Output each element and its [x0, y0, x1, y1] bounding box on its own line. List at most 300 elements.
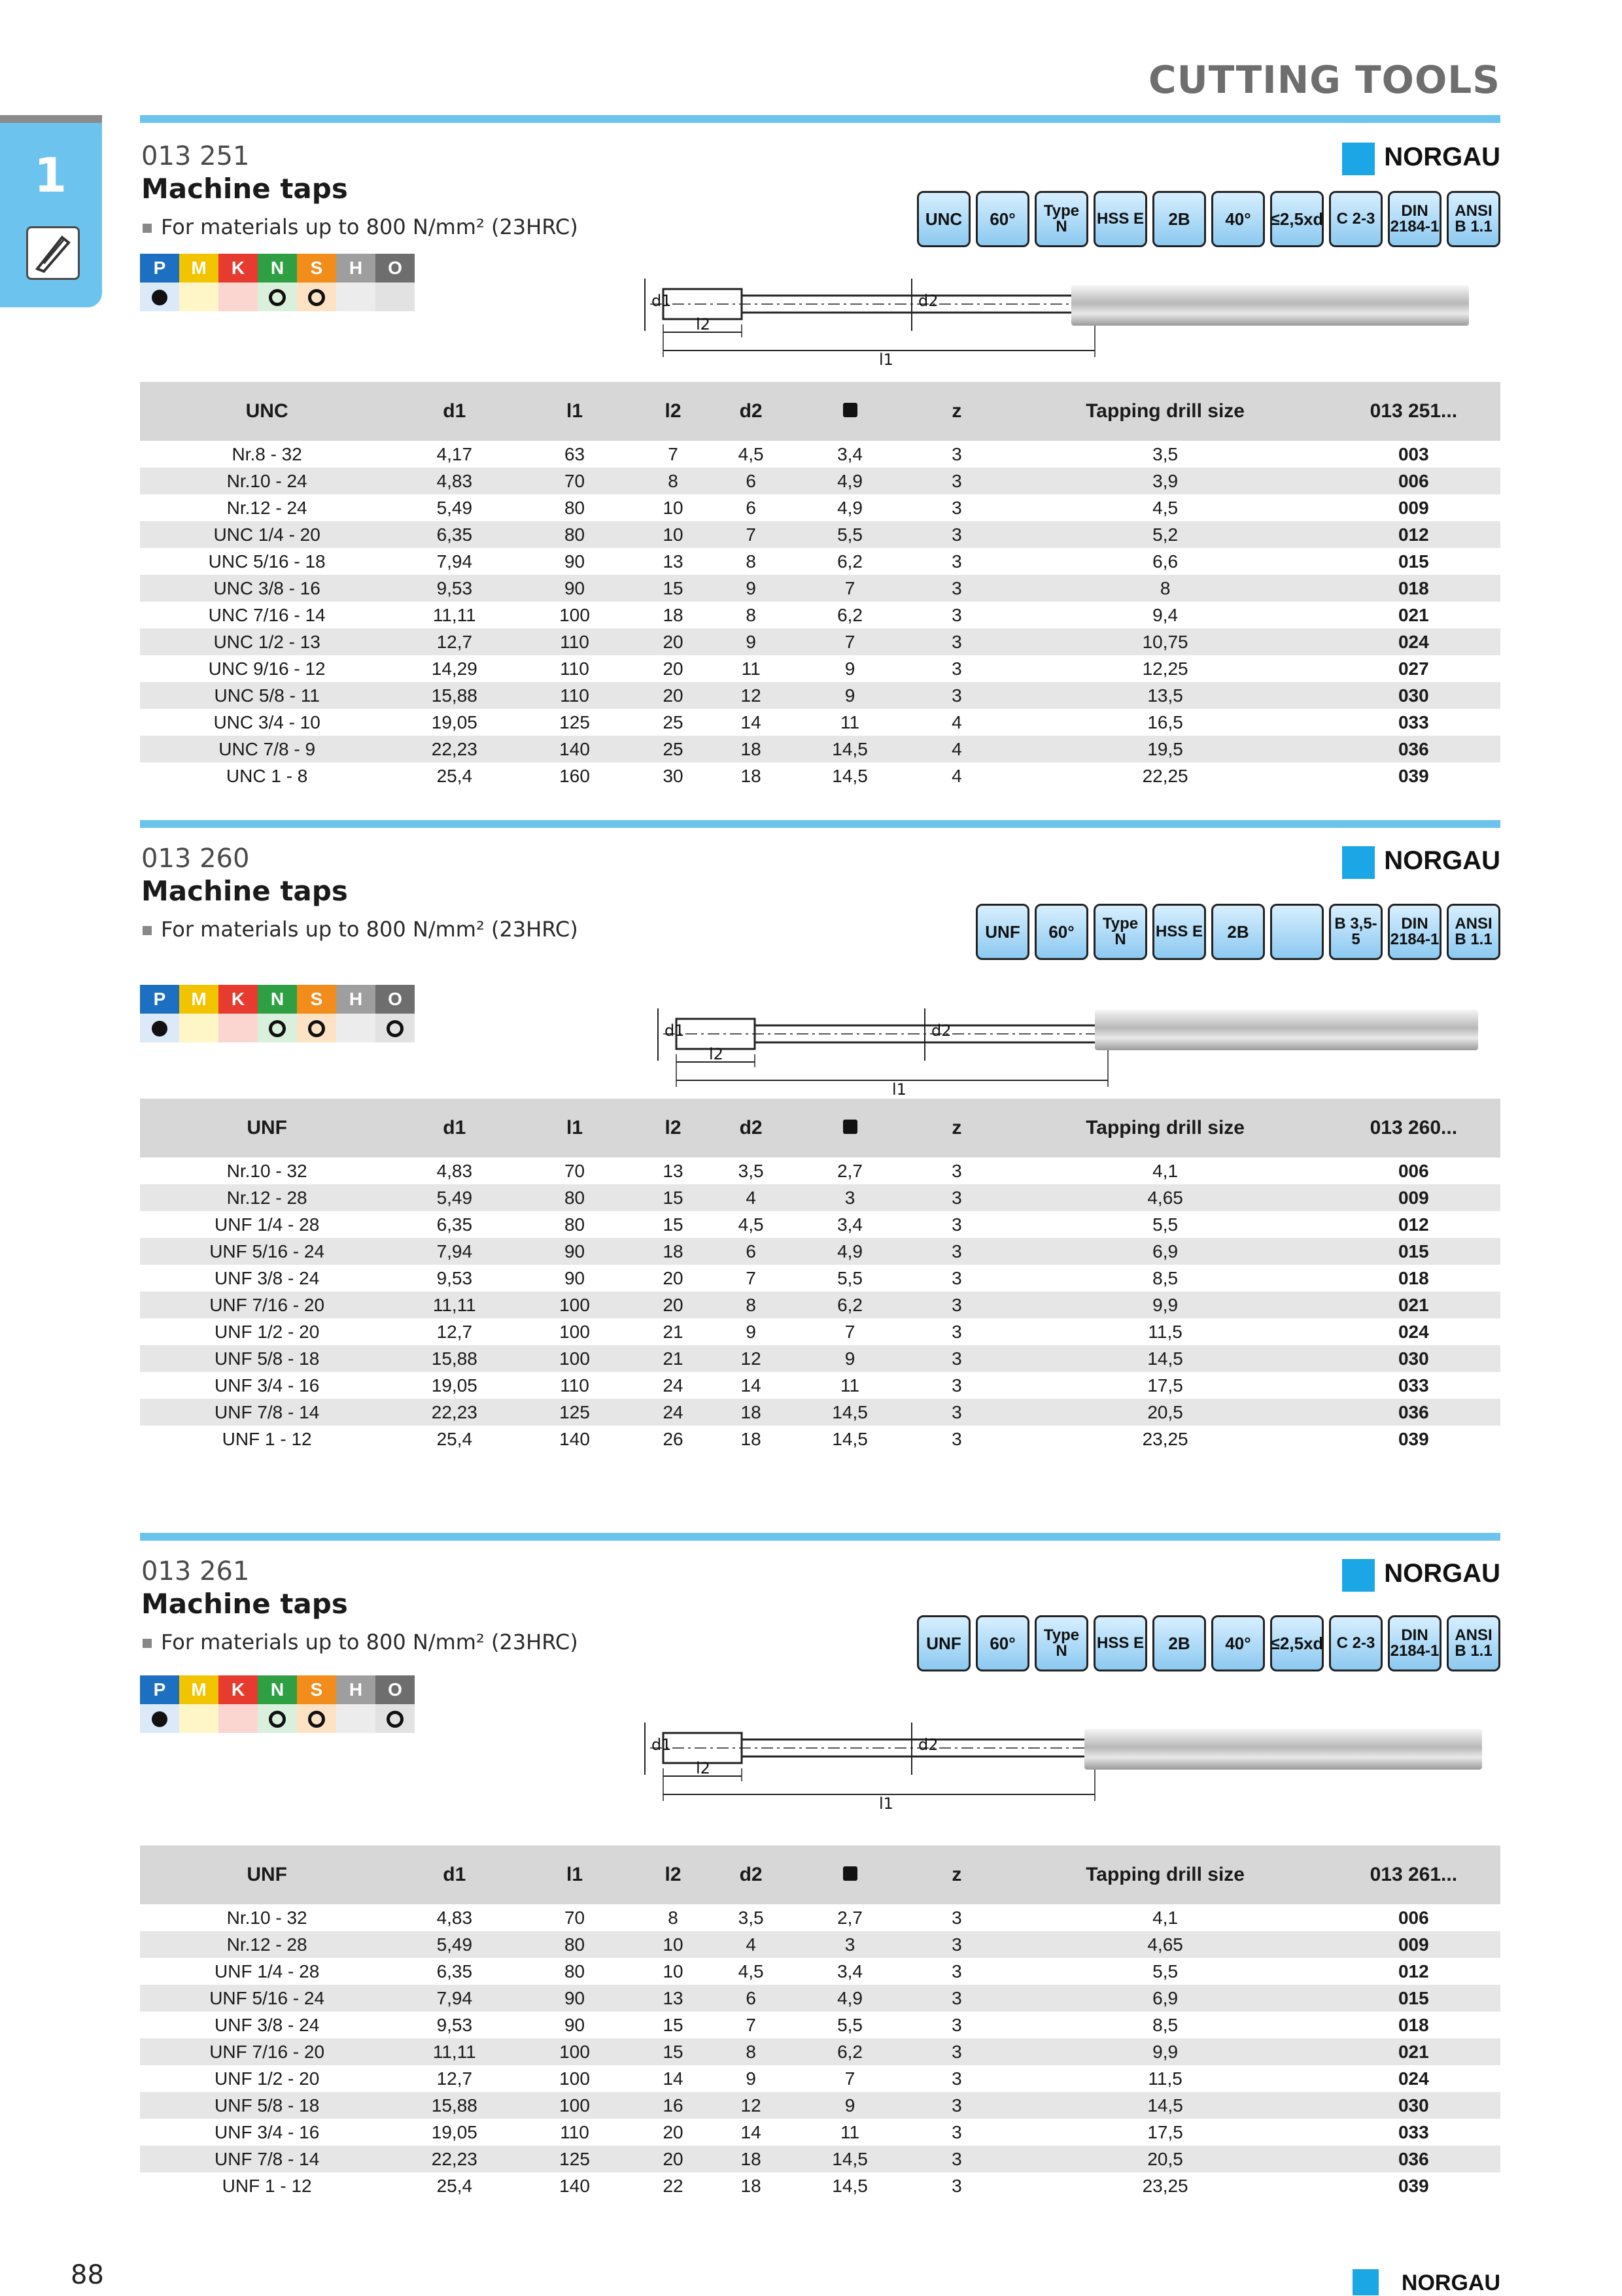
table-cell: Nr.12 - 28	[140, 1931, 394, 1958]
table-cell: 18	[712, 2146, 790, 2172]
table-cell: 16	[634, 2092, 712, 2119]
table-cell: 9,9	[1004, 2038, 1327, 2065]
cutting-tool-icon	[26, 226, 80, 280]
column-header: Tapping drill size	[1004, 1845, 1327, 1904]
material-suitability-p	[140, 1704, 179, 1733]
d1-dimension-label: d1	[651, 292, 672, 310]
spec-badge: Type N	[1094, 904, 1147, 960]
column-header: d2	[712, 1099, 790, 1157]
table-cell: 10	[663, 497, 683, 518]
table-cell: 25,4	[436, 1428, 473, 1449]
table-cell: 24	[663, 1375, 683, 1396]
order-code-cell: 012	[1398, 1214, 1429, 1235]
table-cell: 8	[712, 1292, 790, 1318]
table-cell: 13	[663, 1160, 683, 1181]
table-cell: 19,05	[431, 2121, 477, 2142]
table-cell: 25	[634, 736, 712, 762]
table-cell: 14	[663, 2068, 683, 2089]
table-cell: 3	[952, 551, 962, 572]
table-cell: 22,23	[394, 1399, 515, 1426]
order-code-cell: 036	[1327, 736, 1500, 762]
l2-dimension-label: l2	[709, 1045, 723, 1063]
table-cell: 4,9	[837, 497, 863, 518]
table-cell: 18	[712, 1399, 790, 1426]
table-cell: 20	[634, 1292, 712, 1318]
table-cell: 14,5	[790, 2146, 910, 2172]
order-code-cell: 024	[1327, 628, 1500, 655]
material-suitability-s	[297, 283, 336, 311]
material-group-h: H	[336, 1675, 375, 1704]
table-cell: 15	[634, 1184, 712, 1211]
table-cell: 4,5	[738, 443, 764, 464]
order-code-cell: 033	[1398, 711, 1429, 732]
table-cell: 80	[564, 1214, 585, 1235]
table-row[interactable]	[140, 1345, 1500, 1372]
spec-badge: ANSI B 1.1	[1447, 904, 1500, 960]
table-cell: 11,11	[394, 2038, 515, 2065]
table-cell: 10,75	[1004, 628, 1327, 655]
table-cell: 14	[740, 711, 761, 732]
chapter-number: 1	[34, 148, 67, 203]
table-cell: UNF 7/16 - 20	[140, 2038, 394, 2065]
table-cell: 4	[910, 736, 1003, 762]
table-cell: 4	[952, 711, 962, 732]
table-cell: 11,11	[432, 604, 476, 625]
table-cell: 3	[952, 1214, 962, 1235]
table-row[interactable]	[140, 1958, 1500, 1985]
table-cell: 3	[910, 1985, 1003, 2012]
column-header: l1	[515, 382, 634, 441]
table-cell: 100	[559, 604, 590, 625]
column-header: UNF	[140, 1099, 394, 1157]
column-header: z	[910, 382, 1003, 441]
table-cell: 10	[663, 1961, 683, 1981]
table-cell: 25	[663, 711, 683, 732]
spec-badge: Type N	[1035, 1615, 1088, 1671]
table-cell: 6,6	[1152, 551, 1179, 572]
table-cell: 4,83	[436, 1907, 473, 1928]
spec-badge: ≤2,5xd	[1270, 1615, 1324, 1671]
table-cell: 13	[634, 1985, 712, 2012]
column-header: UNF	[140, 1845, 394, 1904]
order-code-cell: 015	[1398, 551, 1429, 572]
table-row[interactable]	[140, 1238, 1500, 1265]
product-title: Machine taps	[141, 1588, 348, 1620]
column-header: UNC	[140, 382, 394, 441]
spec-badge: Type N	[1035, 191, 1088, 247]
order-code-cell: 018	[1398, 1267, 1429, 1288]
table-cell: 11	[741, 658, 761, 679]
l1-dimension-label: l1	[879, 351, 893, 369]
order-code-cell: 021	[1327, 1292, 1500, 1318]
square-drive-icon	[843, 1866, 857, 1881]
column-header: d1	[394, 1845, 515, 1904]
column-header: d1	[394, 1099, 515, 1157]
table-cell: 8	[1004, 575, 1327, 602]
table-cell: UNF 7/16 - 20	[140, 1292, 394, 1318]
table-cell: 80	[564, 497, 585, 518]
table-cell: 6	[746, 497, 756, 518]
table-cell: 90	[515, 575, 634, 602]
table-cell: UNF 1/2 - 20	[215, 2068, 320, 2089]
table-cell: 17,5	[1147, 1375, 1183, 1396]
order-code-cell: 039	[1398, 2175, 1429, 2196]
table-row[interactable]	[140, 494, 1500, 521]
material-group-n: N	[258, 1675, 297, 1704]
l2-dimension-label: l2	[696, 1759, 710, 1777]
table-cell: 23,25	[1142, 1428, 1188, 1449]
table-cell: 7,94	[394, 1985, 515, 2012]
table-cell: 3,4	[837, 1961, 863, 1981]
table-cell: Nr.12 - 28	[140, 1184, 394, 1211]
d2-dimension-label: d2	[918, 292, 939, 310]
material-suitability-n	[258, 1704, 297, 1733]
material-suitability-m	[179, 283, 218, 311]
table-cell: 20	[634, 682, 712, 709]
size-table	[140, 1845, 1500, 2199]
table-cell: 11	[840, 711, 860, 732]
table-cell: 9	[746, 2068, 756, 2089]
table-cell: 3	[952, 604, 962, 625]
table-cell: 100	[559, 1321, 590, 1342]
table-cell: 22,23	[394, 736, 515, 762]
table-row[interactable]	[140, 548, 1500, 575]
table-row[interactable]	[140, 2119, 1500, 2146]
order-code-cell: 009	[1327, 1931, 1500, 1958]
primary-use-dot-icon	[152, 1711, 167, 1727]
table-cell: 7	[844, 1321, 855, 1342]
table-row[interactable]	[140, 1292, 1500, 1318]
table-cell: 13	[663, 551, 683, 572]
column-header: l1	[515, 1099, 634, 1157]
table-cell: 24	[634, 1399, 712, 1426]
table-cell: 5,5	[790, 521, 910, 548]
table-cell: 14,5	[1004, 2092, 1327, 2119]
table-cell: 2,7	[837, 1907, 863, 1928]
spec-badge: 2B	[1211, 904, 1265, 960]
table-row[interactable]	[140, 628, 1500, 655]
table-cell: 14,5	[790, 1399, 910, 1426]
spec-badge: 2B	[1152, 1615, 1206, 1671]
table-row[interactable]	[140, 2038, 1500, 2065]
table-cell: 14	[740, 2121, 761, 2142]
column-header: Tapping drill size	[1004, 382, 1327, 441]
table-cell: 12	[712, 2092, 790, 2119]
product-code: 013 251	[141, 141, 250, 171]
size-table	[140, 1099, 1500, 1452]
table-row[interactable]	[140, 1318, 1500, 1345]
table-cell: 6,2	[790, 2038, 910, 2065]
column-header: 013 261...	[1327, 1845, 1500, 1904]
material-note-text: For materials up to 800 N/mm² (23HRC)	[161, 1630, 578, 1654]
table-cell: 3	[952, 1428, 962, 1449]
table-cell: 11	[840, 2121, 860, 2142]
table-cell: 3,5	[1152, 443, 1179, 464]
table-cell: 7	[712, 521, 790, 548]
table-cell: 3	[910, 468, 1003, 494]
spec-badge: 60°	[976, 1615, 1029, 1671]
order-code-cell: 006	[1398, 1907, 1429, 1928]
material-group-p: P	[140, 985, 179, 1014]
table-cell: 7,94	[394, 1238, 515, 1265]
material-group-k: K	[218, 1675, 258, 1704]
table-row[interactable]	[140, 602, 1500, 628]
table-row[interactable]	[140, 655, 1500, 682]
table-cell: 110	[560, 658, 589, 679]
table-cell: 18	[740, 765, 761, 786]
table-cell: 140	[559, 2175, 590, 2196]
table-cell: 8	[746, 604, 756, 625]
table-cell: 25,4	[436, 765, 473, 786]
material-suitability-n	[258, 1014, 297, 1042]
table-cell: 4,17	[436, 443, 473, 464]
product-title: Machine taps	[141, 173, 348, 205]
table-cell: 7	[668, 443, 678, 464]
table-cell: 5,2	[1004, 521, 1327, 548]
table-row[interactable]	[140, 682, 1500, 709]
table-cell: 3	[910, 2038, 1003, 2065]
table-cell: 90	[564, 551, 585, 572]
table-row[interactable]	[140, 1372, 1500, 1399]
table-cell: 4,65	[1004, 1184, 1327, 1211]
table-cell: 3	[910, 1184, 1003, 1211]
spec-badge: 2B	[1152, 191, 1206, 247]
material-group-m: M	[179, 1675, 218, 1704]
table-cell: 22,25	[1142, 765, 1188, 786]
table-cell: UNF 5/16 - 24	[140, 1238, 394, 1265]
table-cell: UNC 1/4 - 20	[140, 521, 394, 548]
l1-dimension-label: l1	[892, 1080, 906, 1099]
material-table	[140, 1675, 415, 1733]
order-code-cell: 015	[1327, 1985, 1500, 2012]
material-suitability-o	[375, 283, 415, 311]
order-code-cell: 021	[1398, 604, 1429, 625]
table-cell: 9	[790, 682, 910, 709]
order-code-cell: 039	[1398, 765, 1429, 786]
table-cell: 80	[515, 1184, 634, 1211]
table-row[interactable]	[140, 575, 1500, 602]
table-row[interactable]	[140, 1931, 1500, 1958]
table-cell: 4,9	[790, 468, 910, 494]
table-cell: 4	[712, 1931, 790, 1958]
table-cell: UNF 7/8 - 14	[140, 2146, 394, 2172]
square-drive-icon	[843, 1120, 857, 1134]
table-row[interactable]	[140, 762, 1500, 789]
table-cell: 6,35	[436, 1961, 473, 1981]
table-row[interactable]	[140, 1426, 1500, 1452]
material-group-h: H	[336, 254, 375, 283]
material-group-h: H	[336, 985, 375, 1014]
table-cell: 3	[790, 1184, 910, 1211]
column-header: l2	[634, 1099, 712, 1157]
material-suitability-n	[258, 283, 297, 311]
table-row[interactable]	[140, 2172, 1500, 2199]
table-cell: 6	[712, 1238, 790, 1265]
table-row[interactable]	[140, 441, 1500, 468]
table-cell: Nr.10 - 24	[140, 468, 394, 494]
table-cell: 10	[634, 521, 712, 548]
table-row[interactable]	[140, 2092, 1500, 2119]
table-cell: 63	[564, 443, 585, 464]
table-cell: UNF 1 - 12	[222, 2175, 312, 2196]
l2-dimension-label: l2	[696, 315, 710, 334]
table-cell: 125	[515, 2146, 634, 2172]
table-cell: Nr.12 - 24	[226, 497, 307, 518]
l1-dimension-label: l1	[879, 1794, 893, 1813]
table-cell: 3	[952, 2175, 962, 2196]
table-cell: 3	[952, 2014, 962, 2035]
table-row[interactable]	[140, 2065, 1500, 2092]
table-cell: 3	[952, 658, 962, 679]
table-cell: UNC 1/2 - 13	[140, 628, 394, 655]
order-code-cell: 033	[1398, 2121, 1429, 2142]
table-cell: 11,5	[1148, 2068, 1182, 2089]
product-section-013-251	[140, 115, 1500, 802]
table-cell: 4,1	[1152, 1907, 1179, 1928]
table-cell: 7	[746, 1267, 756, 1288]
table-row[interactable]	[140, 736, 1500, 762]
table-cell: 90	[515, 1985, 634, 2012]
column-header: d2	[712, 1845, 790, 1904]
table-row[interactable]	[140, 1184, 1500, 1211]
material-suitability-k	[218, 1014, 258, 1042]
d2-dimension-label: d2	[931, 1021, 952, 1040]
table-cell: 6	[712, 1985, 790, 2012]
material-group-m: M	[179, 985, 218, 1014]
table-cell: 9,53	[436, 1267, 473, 1288]
table-row[interactable]	[140, 1985, 1500, 2012]
product-section-013-260	[140, 820, 1500, 1474]
material-note	[143, 1630, 578, 1654]
table-cell: 3	[952, 1160, 962, 1181]
table-cell: 15	[634, 2038, 712, 2065]
table-cell: Nr.10 - 32	[226, 1160, 307, 1181]
material-suitability-h	[336, 1014, 375, 1042]
order-code-cell: 012	[1327, 521, 1500, 548]
table-cell: 6,2	[837, 604, 863, 625]
column-header: d1	[394, 382, 515, 441]
product-code: 013 261	[141, 1556, 250, 1586]
table-cell: 16,5	[1147, 711, 1183, 732]
table-cell: UNC 1 - 8	[226, 765, 308, 786]
table-cell: 3,9	[1004, 468, 1327, 494]
material-table	[140, 254, 415, 311]
secondary-use-ring-icon	[387, 1711, 404, 1728]
table-cell: 8	[668, 1907, 678, 1928]
material-group-s: S	[297, 254, 336, 283]
table-cell: 3	[952, 1375, 962, 1396]
table-cell: 4,5	[738, 1214, 764, 1235]
table-cell: 3	[910, 1931, 1003, 1958]
table-row[interactable]	[140, 1904, 1500, 1931]
table-row[interactable]	[140, 709, 1500, 736]
table-cell: UNF 5/16 - 24	[140, 1985, 394, 2012]
table-cell: 90	[515, 1238, 634, 1265]
table-cell: 125	[515, 1399, 634, 1426]
tap-product-photo	[1084, 1729, 1482, 1770]
table-cell: 19,05	[431, 711, 477, 732]
table-cell: 7	[746, 2014, 756, 2035]
table-cell: 4,83	[436, 1160, 473, 1181]
table-cell: 3	[910, 1238, 1003, 1265]
material-suitability-h	[336, 1704, 375, 1733]
material-group-o: O	[375, 1675, 415, 1704]
table-cell: 18	[740, 2175, 761, 2196]
table-row[interactable]	[140, 1157, 1500, 1184]
column-header: d2	[712, 382, 790, 441]
table-cell: 70	[564, 1907, 585, 1928]
page-number: 88	[71, 2260, 104, 2290]
product-code: 013 260	[141, 844, 250, 874]
spec-badge: UNC	[917, 191, 971, 247]
product-section-013-261	[140, 1533, 1500, 2226]
secondary-use-ring-icon	[308, 289, 325, 306]
column-header: l2	[634, 382, 712, 441]
spec-badge: DIN 2184-1	[1388, 1615, 1441, 1671]
table-cell: 3	[910, 1399, 1003, 1426]
table-cell: 18	[634, 1238, 712, 1265]
table-cell: 100	[515, 1345, 634, 1372]
table-cell: 18	[663, 604, 683, 625]
order-code-cell: 012	[1398, 1961, 1429, 1981]
material-note	[143, 917, 578, 942]
table-cell: 19,5	[1004, 736, 1327, 762]
table-cell: 12,7	[436, 1321, 473, 1342]
table-cell: 20	[634, 2146, 712, 2172]
material-group-k: K	[218, 985, 258, 1014]
spec-badge: 40°	[1211, 1615, 1265, 1671]
table-cell: 20,5	[1004, 2146, 1327, 2172]
chapter-tab-top	[0, 115, 102, 123]
material-note	[143, 214, 578, 239]
material-suitability-s	[297, 1704, 336, 1733]
table-row[interactable]	[140, 2012, 1500, 2038]
order-code-cell: 036	[1327, 1399, 1500, 1426]
spec-badge: ANSI B 1.1	[1447, 1615, 1500, 1671]
table-row[interactable]	[140, 521, 1500, 548]
table-cell: 11,5	[1148, 1321, 1182, 1342]
table-cell: 12,7	[394, 628, 515, 655]
secondary-use-ring-icon	[269, 1020, 286, 1037]
table-cell: 110	[560, 1375, 589, 1396]
table-row[interactable]	[140, 468, 1500, 494]
table-cell: 7	[844, 2068, 855, 2089]
table-cell: 4	[712, 1184, 790, 1211]
material-suitability-k	[218, 1704, 258, 1733]
table-row[interactable]	[140, 2146, 1500, 2172]
material-group-o: O	[375, 254, 415, 283]
table-cell: 6,9	[1004, 1985, 1327, 2012]
spec-badges	[917, 191, 1500, 247]
d1-dimension-label: d1	[664, 1021, 685, 1040]
order-code-cell: 015	[1327, 1238, 1500, 1265]
spec-badge: HSS E	[1094, 191, 1147, 247]
material-suitability-p	[140, 1014, 179, 1042]
material-table	[140, 985, 415, 1042]
table-row[interactable]	[140, 1399, 1500, 1426]
table-cell: UNF 1/4 - 28	[215, 1961, 320, 1981]
order-code-cell: 018	[1398, 2014, 1429, 2035]
table-cell: 4,65	[1004, 1931, 1327, 1958]
table-row[interactable]	[140, 1211, 1500, 1238]
table-cell: 12,25	[1142, 658, 1188, 679]
table-cell: 3	[910, 2092, 1003, 2119]
table-cell: Nr.8 - 32	[232, 443, 302, 464]
material-group-m: M	[179, 254, 218, 283]
order-code-cell: 030	[1327, 1345, 1500, 1372]
table-cell: 70	[515, 468, 634, 494]
table-row[interactable]	[140, 1265, 1500, 1292]
